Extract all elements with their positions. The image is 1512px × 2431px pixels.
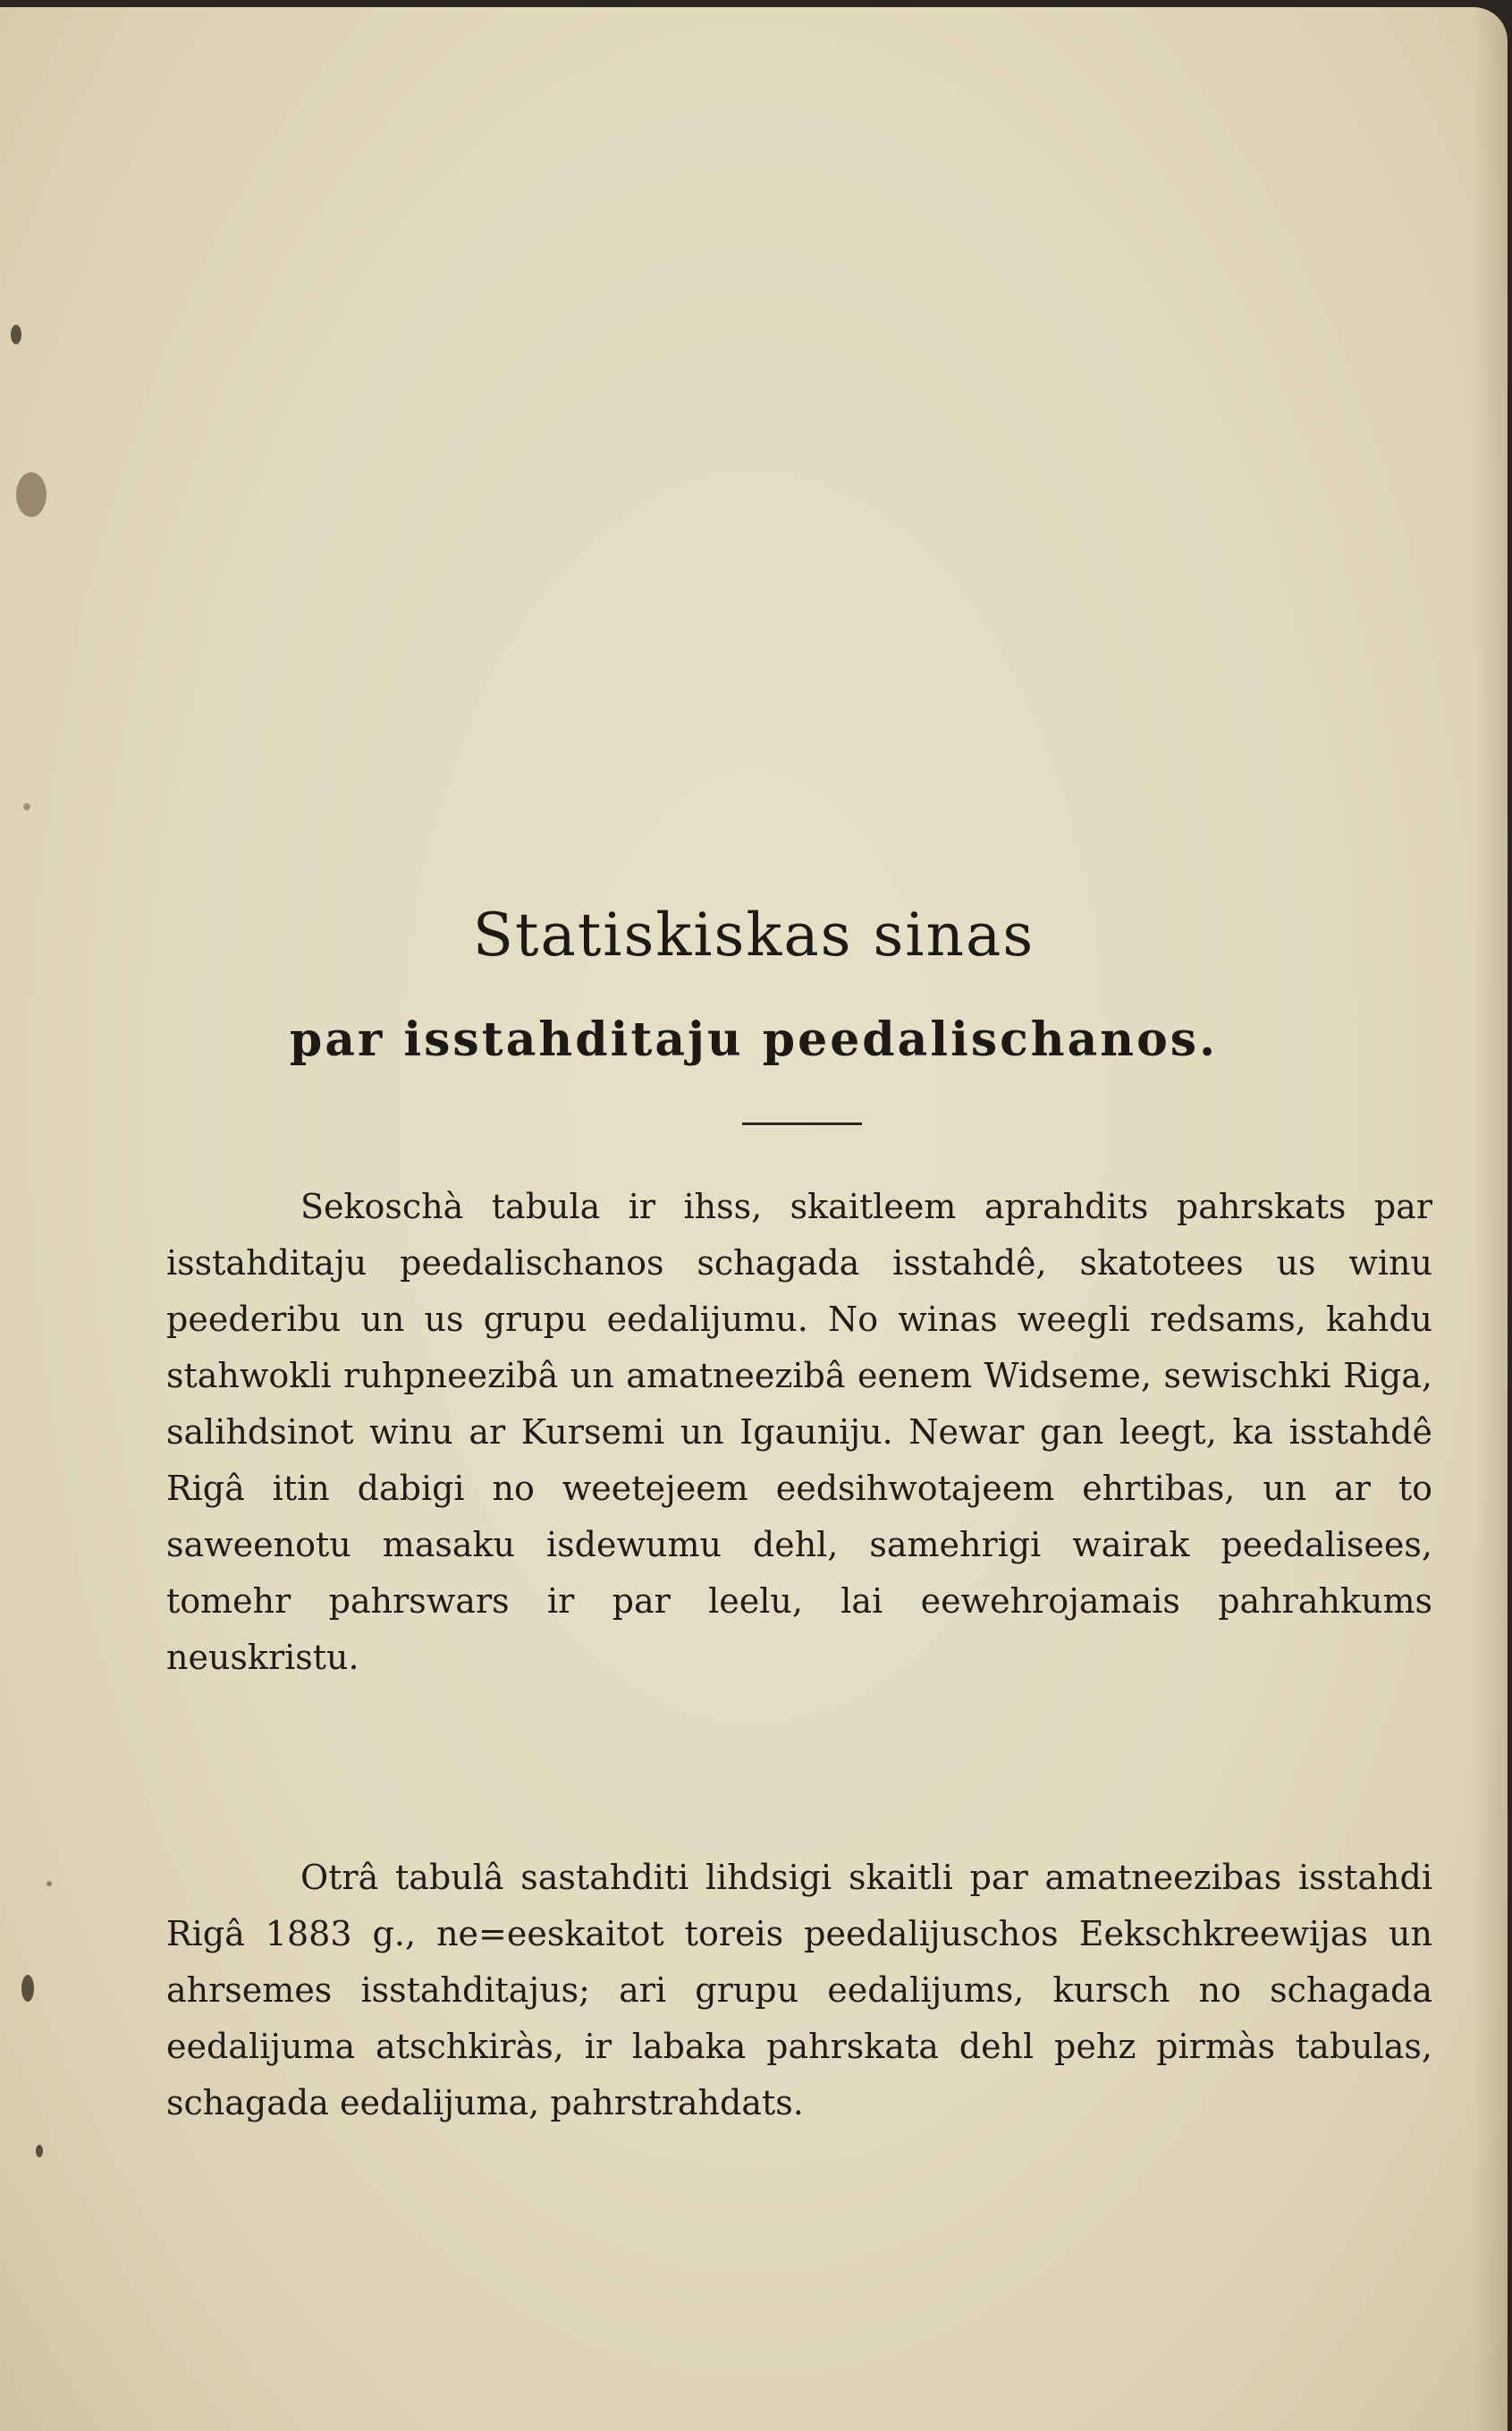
title-divider	[742, 1122, 862, 1125]
page-title: Statiskiskas sinas	[472, 901, 1035, 970]
paper-stain	[16, 472, 46, 517]
document-page	[0, 7, 1508, 2431]
page-subtitle: par isstahditaju peedalischanos.	[289, 1012, 1219, 1067]
paper-stain	[11, 325, 21, 344]
paper-stain	[21, 1975, 34, 2002]
body-paragraph-1: Sekoschà tabula ir ihss, skaitleem aprahdits pahrskats par isstahditaju peedalischanos schagada isstahdê, skatotees us winu peederibu un us grupu eedalijumu. No winas weegli redsams, kahdu stahwokli ruhpneezibâ un amatneezibâ eenem Widseme, sewischki Riga, salihdsinot winu ar Kursemi un Igauniju. Newar gan leegt, ka isstahdê Rigâ itin dabigi no weetejeem eedsihwotajeem ehrtibas, un ar to saweenotu masaku isdewumu dehl, samehrigi wairak peedalisees, tomehr pahrswars ir par leelu, lai eewehrojamais pahrahkums neuskristu.	[166, 1187, 1432, 1677]
paper-stain	[23, 803, 30, 810]
paper-stain	[36, 2145, 43, 2157]
body-paragraph-2: Otrâ tabulâ sastahditi lihdsigi skaitli par amatneezibas isstahdi Rigâ 1883 g., ne=eeskaitot toreis peedalijuschos Eekschkreewijas un ahrsemes isstahditajus; ari grupu eedalijums, kursch no schagada eedalijuma atschkiràs, ir labaka pahrskata dehl pehz pirmàs tabulas, schagada eedalijuma, pahrstrahdats.	[166, 1858, 1432, 2122]
page-edge-shadow	[1472, 7, 1508, 2431]
paper-stain	[46, 1881, 52, 1886]
